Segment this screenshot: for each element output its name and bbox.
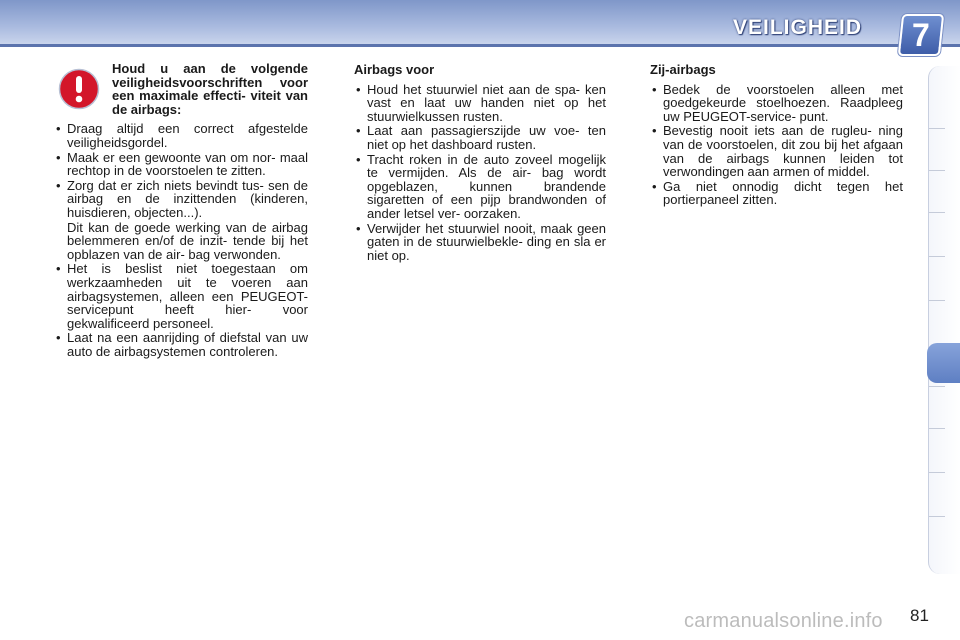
- header-rule: [0, 44, 960, 47]
- list-item: • Houd het stuurwiel niet aan de spa- ken vast en laat uw handen niet op het stuurwielkussen rusten.: [356, 81, 606, 124]
- advice-list-continued: [54, 262, 308, 358]
- column-side-airbags: [650, 62, 903, 208]
- chapter-tab-active[interactable]: [927, 343, 960, 383]
- list-item-continuation: Dit kan de goede werking van de airbag belemmeren en/of de inzit- tende bij het opblazen van de air- bag verwonden.: [67, 219, 308, 262]
- front-airbag-list: [354, 83, 606, 263]
- section-heading: Airbags voor: [354, 62, 435, 77]
- list-item: • Laat aan passagierszijde uw voe- ten niet op het dashboard rusten.: [356, 123, 606, 152]
- list-item: • Tracht roken in de auto zoveel mogelijk te vermijden. Als de air- bag wordt opgeblazen, kunnen brandende sigaretten of een pijp brandwonden of ander letsel ver- oorzaken.: [356, 151, 606, 221]
- chapter-number: 7: [912, 17, 930, 53]
- advice-list: [54, 122, 308, 219]
- chapter-tab-strip: [928, 66, 960, 574]
- list-item: • Maak er een gewoonte van om nor- maal rechtop in de voorstoelen te zitten.: [56, 149, 308, 179]
- list-item: • Bedek de voorstoelen alleen met goedgekeurde stoelhoezen. Raadpleeg uw PEUGEOT-service- punt.: [652, 81, 903, 124]
- page-number: 81: [910, 606, 929, 625]
- list-item: • Draag altijd een correct afgestelde veiligheidsgordel.: [56, 121, 308, 150]
- list-item: • Bevestig nooit iets aan de rugleu- ning van de voorstoelen, dit zou bij het afgaan van de airbags kunnen leiden tot verwondingen aan armen of middel.: [652, 123, 903, 180]
- chapter-badge: [898, 14, 944, 56]
- list-item: • Het is beslist niet toegestaan om werkzaamheden uit te voeren aan airbagsystemen, alleen een PEUGEOT-servicepunt heeft hier- voor gekwalificeerd personeel.: [56, 261, 308, 331]
- watermark: carmanualsonline.info: [684, 610, 883, 632]
- list-item: • Zorg dat er zich niets bevindt tus- sen de airbag en de inzittenden (kinderen, huisdieren, objecten...).: [56, 177, 308, 220]
- section-title: VEILIGHEID: [733, 16, 863, 39]
- side-airbag-list: [650, 83, 903, 207]
- intro-text: Houd u aan de volgende veiligheidsvoorschriften voor een maximale effecti- viteit van de airbags:: [112, 61, 308, 117]
- list-item: • Verwijder het stuurwiel nooit, maak geen gaten in de stuurwielbekle- ding en sla er niet op.: [356, 220, 606, 263]
- list-item: • Ga niet onnodig dicht tegen het portierpaneel zitten.: [652, 178, 903, 208]
- list-item: • Laat na een aanrijding of diefstal van uw auto de airbagsystemen controleren.: [56, 330, 308, 359]
- section-heading: Zij-airbags: [650, 62, 716, 77]
- column-front-airbags: [354, 62, 606, 263]
- column-general-advice: [54, 62, 308, 359]
